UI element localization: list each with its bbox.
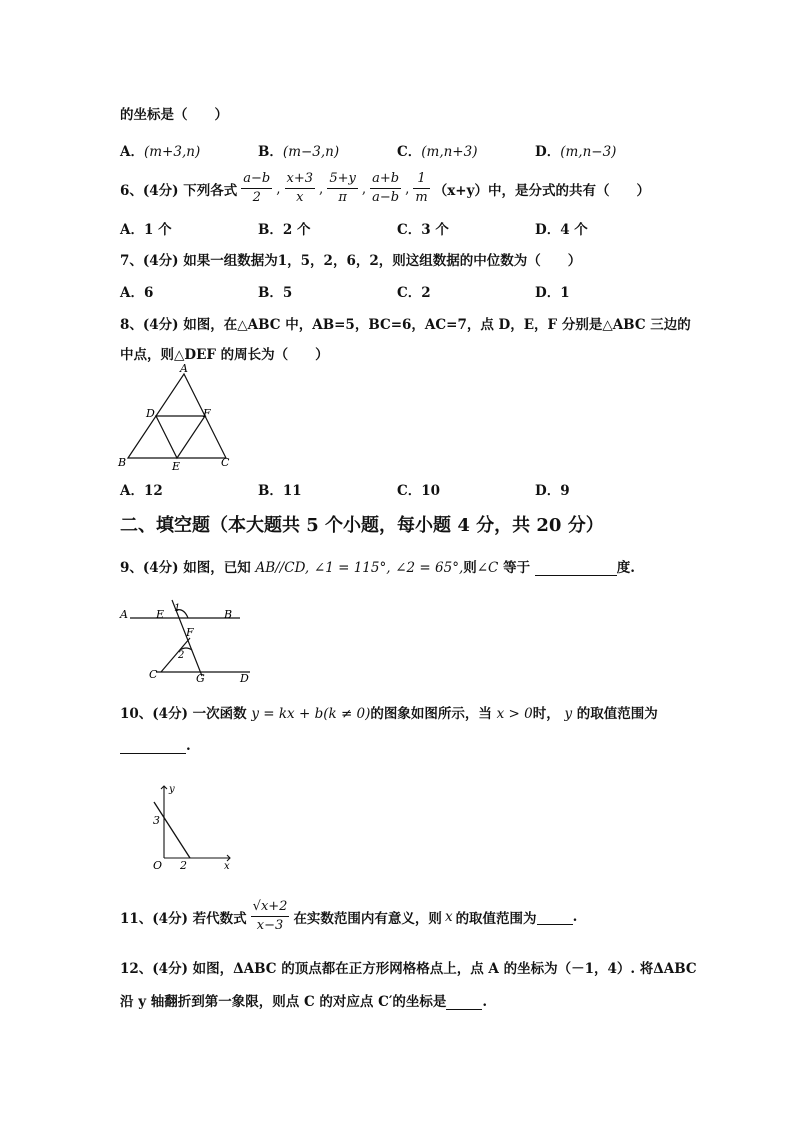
label-d: D [240,672,249,685]
line-cf [161,638,190,672]
function-line [154,802,190,858]
label-g: G [196,672,205,685]
label-a: A [180,362,188,375]
q5-option-d: D．(m,n−3) [535,144,617,160]
label-e: E [172,460,181,473]
q6-stem: 6、(4分) 下列各式 $\frac{a-b}{2}$ , $\frac{x+3}{x}$ , $\frac{5+y}{\pi}$ , $\frac{a+b}{a-b}$ , $\frac{1}{m}$ （x+y）中，是分式的共有（ ） [120,171,650,205]
q7-option-d: D．1 [535,285,570,301]
q6-option-d: D．4 个 [535,222,588,238]
label-d: D [146,407,155,420]
label-a: A [120,608,128,621]
q8-option-b: B．11 [258,483,302,499]
q8-option-a: A．12 [120,483,163,499]
q8-option-d: D．9 [535,483,570,499]
q7-stem: 7、(4分) 如果一组数据为1，5，2，6，2，则这组数据的中位数为（ ） [120,253,582,269]
q8-option-c: C．10 [397,483,441,499]
label-b: B [118,456,127,469]
q10-stem: 10、(4分) 一次函数 y = kx + b(k ≠ 0)的图象如图所示，当 x > 0时， y 的取值范围为 [120,706,658,722]
label-f: F [203,407,211,420]
q6-fraction-1: $\frac{a-b}{2}$ [243,171,271,205]
label-f: F [186,626,194,639]
q6-fraction-4: $\frac{a+b}{a-b}$ [372,171,400,205]
q6-suffix: （x+y）中，是分式的共有（ ） [433,182,650,199]
q11-answer-blank [537,908,573,925]
label-three: 3 [153,814,160,827]
q10-answer-line: . [120,737,191,754]
label-c: C [149,668,158,681]
q12-answer-blank [446,993,482,1010]
q11-fraction: $\frac{√x+2}{x-3}$ [252,899,288,933]
triangle-def [156,416,205,458]
q8-stem-line2: 中点，则△DEF 的周长为（ ） [120,347,329,363]
q12-line1: 12、(4分) 如图，ΔABC 的顶点都在正方形网格格点上，点 A 的坐标为（－1，4）. 将ΔABC [120,961,697,977]
q7-option-b: B．5 [258,285,293,301]
label-angle-1: 1 [174,603,181,614]
q6-option-c: C．3 个 [397,222,449,238]
q6-option-a: A．1 个 [120,222,172,238]
section-heading: 二、填空题（本大题共 5 个小题，每小题 4 分，共 20 分） [120,515,604,536]
q12-line2: 沿 y 轴翻折到第一象限，则点 C 的对应点 C′的坐标是 . [120,994,488,1010]
label-e: E [156,608,165,621]
label-b: B [224,608,233,621]
q5-option-a: A．(m+3,n) [120,144,201,160]
label-x: x [224,861,230,872]
q9-answer-blank [535,559,617,576]
q7-option-a: A．6 [120,285,154,301]
q10-linear-graph-figure [144,772,240,876]
label-two: 2 [180,859,187,872]
q5-option-c: C．(m,n+3) [397,144,478,160]
q11-stem: 11、(4分) 若代数式 $\frac{√x+2}{x-3}$ 在实数范围内有意义，则 x 的取值范围为 . [120,899,578,933]
label-c: C [221,456,230,469]
q9-stem: 9、(4分) 如图，已知 AB//CD, ∠1 = 115°, ∠2 = 65°,则∠C 等于 度. [120,560,635,576]
q7-option-c: C．2 [397,285,431,301]
q6-fraction-5: $\frac{1}{m}$ [415,171,428,205]
q6-fraction-2: $\frac{x+3}{x}$ [286,171,314,205]
q5-option-b: B．(m−3,n) [258,144,340,160]
q6-option-b: B．2 个 [258,222,311,238]
q6-fraction-3: $\frac{5+y}{\pi}$ [329,171,356,205]
q10-answer-blank [120,737,186,754]
label-angle-2: 2 [178,650,185,661]
q8-stem-line1: 8、(4分) 如图，在△ABC 中，AB=5，BC=6，AC=7，点 D，E，F 分别是△ABC 三边的 [120,317,691,333]
q6-prefix: 6、(4分) 下列各式 [120,182,238,199]
q5-stem-tail: 的坐标是（ ） [120,107,228,123]
label-y: y [169,784,175,795]
q8-triangle-figure [114,362,244,474]
label-origin: O [153,859,163,872]
q9-parallel-lines-figure [116,596,256,688]
